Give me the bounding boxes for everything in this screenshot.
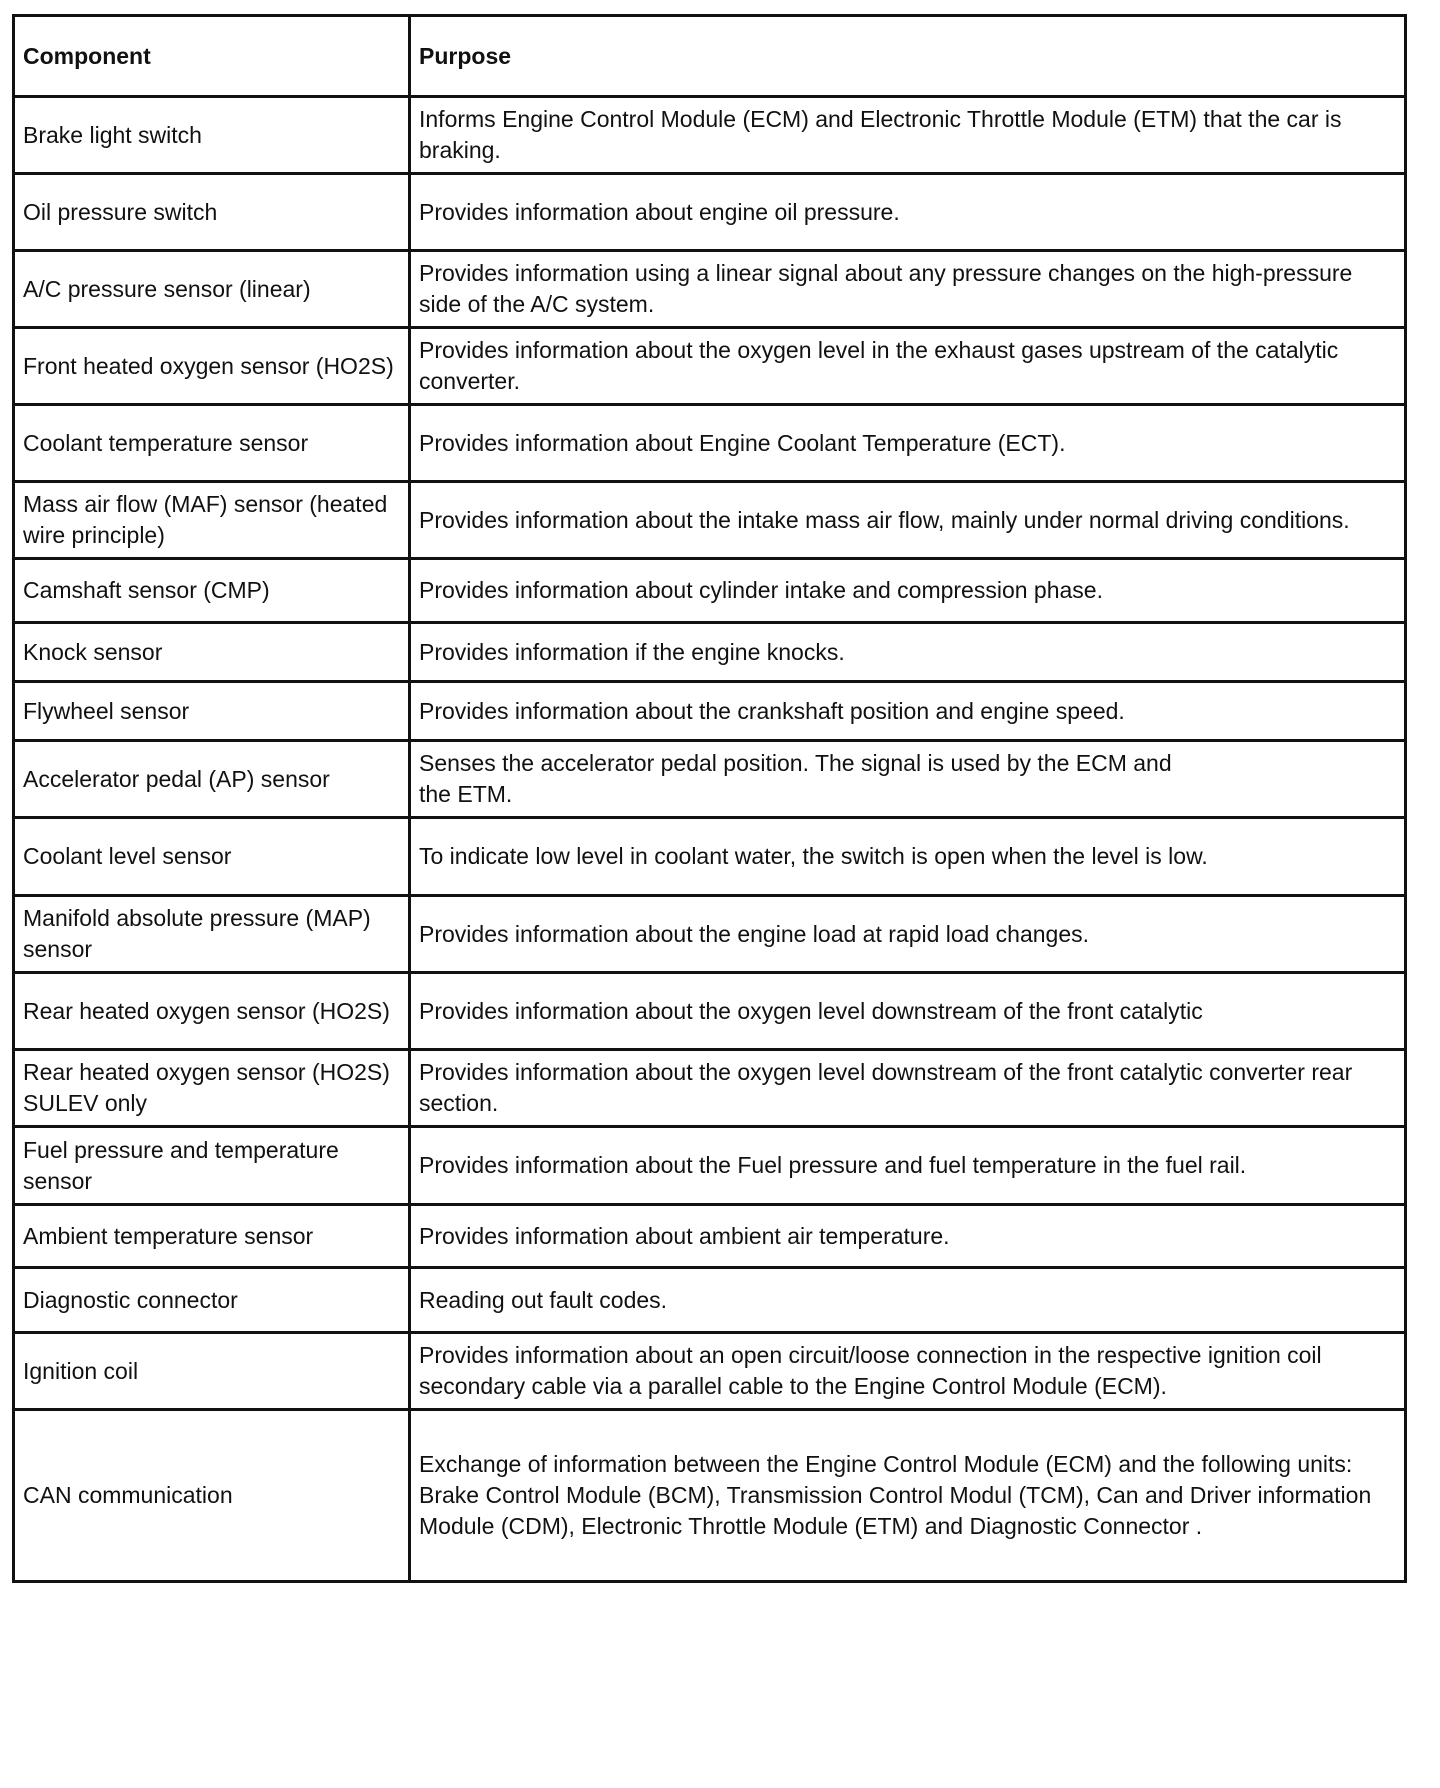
- component-text: Camshaft sensor (CMP): [23, 577, 270, 603]
- header-purpose: Purpose: [410, 16, 1406, 97]
- component-text: Diagnostic connector: [23, 1286, 238, 1313]
- component-text: CAN communication: [23, 1482, 233, 1508]
- component-text: Ignition coil: [23, 1357, 139, 1384]
- purpose-cell: [410, 1410, 1406, 1582]
- component-cell: [14, 1333, 410, 1410]
- component-cell: [14, 1268, 410, 1333]
- table-row: [14, 174, 1406, 251]
- table-row: [14, 1268, 1406, 1333]
- component-text: Brake light switch: [23, 121, 202, 148]
- component-text: Rear heated oxygen sensor (HO2S) SULEV only: [23, 1059, 390, 1116]
- component-cell: [14, 896, 410, 973]
- component-text: Mass air flow (MAF) sensor (heated wire principle): [23, 491, 388, 548]
- component-cell: [14, 1050, 410, 1127]
- purpose-cell: [410, 623, 1406, 682]
- table-row: [14, 559, 1406, 623]
- purpose-text: Informs Engine Control Module (ECM) and Electronic Throttle Module (ETM) that the car is braking.: [419, 106, 1342, 163]
- component-text: Oil pressure switch: [23, 198, 218, 225]
- purpose-cell: [410, 818, 1406, 896]
- purpose-text: Provides information about ambient air temperature.: [419, 1222, 950, 1249]
- table-row: [14, 482, 1406, 559]
- component-cell: [14, 682, 410, 741]
- purpose-cell: [410, 482, 1406, 559]
- component-text: Front heated oxygen sensor (HO2S): [23, 352, 394, 379]
- component-text: Knock sensor: [23, 638, 163, 665]
- component-cell: [14, 741, 410, 818]
- table-header-row: [14, 16, 1406, 97]
- purpose-text: Provides information about an open circuit/loose connection in the respective ignition coil secondary cable via a parallel cable to the Engine Control Module (ECM).: [419, 1342, 1322, 1399]
- component-text: Coolant temperature sensor: [23, 429, 309, 456]
- purpose-text: Exchange of information between the Engine Control Module (ECM) and the following units: Brake Control Module (BCM), Transmission Control Modul (TCM), Can and Driver information Module (CDM), Electronic Throttle Module (ETM) and Diagnostic Connector .: [419, 1451, 1372, 1539]
- table-body: [14, 97, 1406, 1582]
- purpose-text: Provides information about engine oil pressure.: [419, 198, 900, 225]
- purpose-text: Senses the accelerator pedal position. The signal is used by the ECM and the ETM.: [419, 750, 1172, 807]
- component-cell: [14, 1410, 410, 1582]
- purpose-cell: [410, 682, 1406, 741]
- component-cell: [14, 973, 410, 1050]
- component-text: Rear heated oxygen sensor (HO2S): [23, 997, 390, 1024]
- table-row: [14, 405, 1406, 482]
- component-cell: [14, 174, 410, 251]
- component-cell: [14, 405, 410, 482]
- purpose-text: Provides information about the oxygen level downstream of the front catalytic: [419, 997, 1203, 1024]
- table-row: [14, 818, 1406, 896]
- table-row: [14, 1205, 1406, 1268]
- component-text: Accelerator pedal (AP) sensor: [23, 765, 330, 792]
- purpose-cell: [410, 174, 1406, 251]
- purpose-text: Provides information about the engine load at rapid load changes.: [419, 920, 1090, 947]
- table-row: [14, 682, 1406, 741]
- purpose-cell: [410, 741, 1406, 818]
- purpose-cell: [410, 405, 1406, 482]
- table-row: [14, 1127, 1406, 1205]
- purpose-text: Provides information if the engine knocks.: [419, 638, 845, 665]
- purpose-cell: [410, 1333, 1406, 1410]
- purpose-cell: [410, 1127, 1406, 1205]
- component-text: Manifold absolute pressure (MAP) sensor: [23, 905, 371, 962]
- purpose-text: Provides information about the Fuel pressure and fuel temperature in the fuel rail.: [419, 1152, 1247, 1178]
- purpose-cell: [410, 973, 1406, 1050]
- purpose-text: Provides information about Engine Coolant Temperature (ECT).: [419, 429, 1066, 456]
- component-cell: [14, 251, 410, 328]
- table-row: [14, 741, 1406, 818]
- component-text: Flywheel sensor: [23, 697, 190, 724]
- purpose-cell: [410, 1205, 1406, 1268]
- table-row: [14, 1050, 1406, 1127]
- purpose-cell: [410, 97, 1406, 174]
- table-row: [14, 251, 1406, 328]
- purpose-text: Provides information using a linear signal about any pressure changes on the high-pressure side of the A/C system.: [419, 260, 1353, 317]
- component-text: Ambient temperature sensor: [23, 1222, 314, 1249]
- component-text: A/C pressure sensor (linear): [23, 275, 311, 302]
- table-row: [14, 973, 1406, 1050]
- purpose-text: Provides information about the crankshaft position and engine speed.: [419, 697, 1125, 724]
- table-row: [14, 1410, 1406, 1582]
- component-cell: [14, 818, 410, 896]
- table-row: [14, 328, 1406, 405]
- component-text: Coolant level sensor: [23, 843, 232, 869]
- purpose-text: Provides information about the oxygen level downstream of the front catalytic converter rear section.: [419, 1059, 1353, 1116]
- table-row: [14, 97, 1406, 174]
- component-cell: [14, 482, 410, 559]
- table-row: [14, 623, 1406, 682]
- purpose-text: To indicate low level in coolant water, the switch is open when the level is low.: [419, 843, 1208, 869]
- component-cell: [14, 1205, 410, 1268]
- table-row: [14, 1333, 1406, 1410]
- purpose-cell: [410, 251, 1406, 328]
- purpose-text: Provides information about the intake mass air flow, mainly under normal driving conditions.: [419, 506, 1350, 533]
- purpose-text: Reading out fault codes.: [419, 1286, 668, 1313]
- table-row: [14, 896, 1406, 973]
- purpose-text: Provides information about the oxygen level in the exhaust gases upstream of the catalytic converter.: [419, 337, 1339, 394]
- component-cell: [14, 623, 410, 682]
- purpose-cell: [410, 559, 1406, 623]
- component-text: Fuel pressure and temperature sensor: [23, 1136, 339, 1194]
- purpose-cell: [410, 896, 1406, 973]
- purpose-text: Provides information about cylinder intake and compression phase.: [419, 577, 1103, 603]
- purpose-cell: [410, 1050, 1406, 1127]
- header-component: Component: [14, 16, 410, 97]
- component-cell: [14, 1127, 410, 1205]
- purpose-cell: [410, 328, 1406, 405]
- component-purpose-table: [12, 14, 1407, 1583]
- purpose-cell: [410, 1268, 1406, 1333]
- component-cell: [14, 97, 410, 174]
- component-cell: [14, 559, 410, 623]
- component-cell: [14, 328, 410, 405]
